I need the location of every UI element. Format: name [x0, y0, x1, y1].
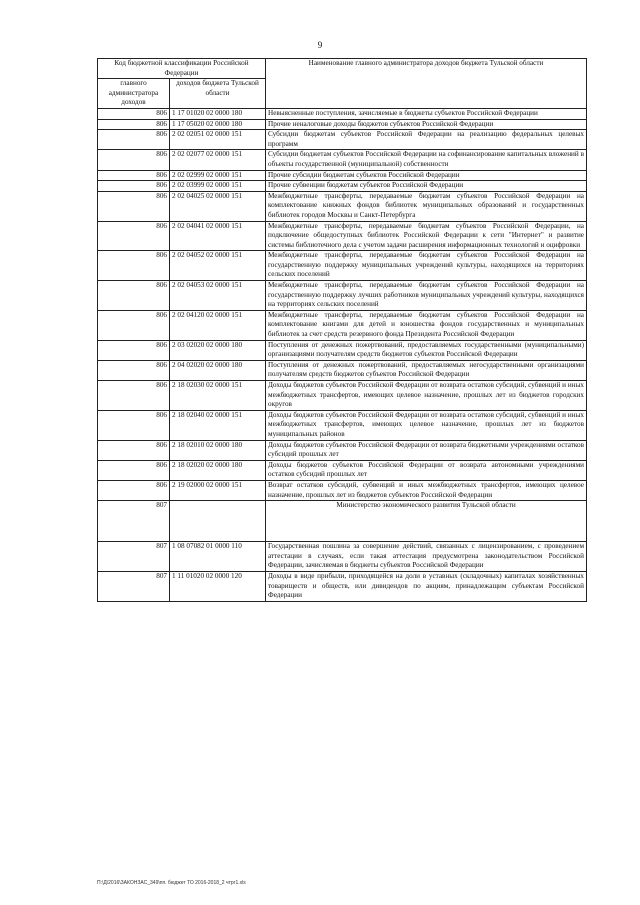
page-number: 9 [317, 40, 323, 50]
revenue-name-cell: Межбюджетные трансферты, передаваемые бюджетам субъектов Российской Федерации, на подключение общедоступных библиотек Российской Федерации к сети "Интернет" и развитие системы библиотечного дела с учетом задачи расширения информационных технологий и оцифровки [266, 221, 587, 251]
revenue-code-cell: 2 19 02000 02 0000 151 [170, 480, 266, 500]
revenue-code-cell: 2 02 04052 02 0000 151 [170, 251, 266, 281]
revenue-name-cell: Доходы бюджетов субъектов Российской Федерации от возврата остатков субсидий, субвенций и иных межбюджетных трансфертов, имеющих целевое назначение, прошлых лет из бюджетов муниципальных районов [266, 410, 587, 440]
revenue-code-cell: 1 11 01020 02 0000 120 [170, 571, 266, 601]
admin-code-cell: 806 [98, 381, 170, 411]
revenue-code-cell: 2 18 02030 02 0000 151 [170, 381, 266, 411]
revenue-name-cell: Государственная пошлина за совершение действий, связанных с лицензированием, с проведением аттестации в случаях, если такая аттестация предусмотрена законодательством Российской Федерации, зачисляемая в бюджеты субъектов Российской Федерации [266, 542, 587, 572]
revenue-name-cell: Межбюджетные трансферты, передаваемые бюджетам субъектов Российской Федерации на комплектование книжных фондов библиотек муниципальных образований и государственных библиотек городов Москвы и Санкт-Петербурга [266, 191, 587, 221]
admin-code-cell: 806 [98, 360, 170, 380]
table-row [98, 191, 587, 221]
revenue-code-cell: 2 02 04053 02 0000 151 [170, 281, 266, 311]
revenue-code-cell: 2 02 02077 02 0000 151 [170, 150, 266, 170]
revenue-name-cell: Субсидии бюджетам субъектов Российской Федерации на реализацию федеральных целевых программ [266, 130, 587, 150]
admin-code-cell: 806 [98, 340, 170, 360]
admin-code-cell: 806 [98, 221, 170, 251]
header-admin-code: главного администратора доходов [98, 79, 170, 109]
table-row [98, 108, 587, 119]
revenue-name-cell: Прочие субсидии бюджетам субъектов Российской Федерации [266, 170, 587, 181]
table-row [98, 360, 587, 380]
table-row [98, 381, 587, 411]
revenue-name-cell: Поступления от денежных пожертвований, предоставляемых государственными (муниципальными) организациями получателям средств бюджетов субъектов Российской Федерации [266, 340, 587, 360]
revenue-code-cell: 2 02 02999 02 0000 151 [170, 170, 266, 181]
header-administrator-name: Наименование главного администратора доходов бюджета Тульской области [266, 59, 587, 109]
revenue-code-cell: 2 02 04025 02 0000 151 [170, 191, 266, 221]
revenue-code-cell: 2 02 02051 02 0000 151 [170, 130, 266, 150]
table-row [98, 410, 587, 440]
admin-code-cell: 806 [98, 410, 170, 440]
revenue-code-cell: 1 17 01020 02 0000 180 [170, 108, 266, 119]
revenue-name-cell: Министерство экономического развития Тульской области [266, 501, 587, 542]
revenue-name-cell: Доходы бюджетов субъектов Российской Федерации от возврата бюджетными учреждениями остатков субсидий прошлых лет [266, 440, 587, 460]
revenue-code-cell: 2 02 04041 02 0000 151 [170, 221, 266, 251]
revenue-name-cell: Возврат остатков субсидий, субвенций и иных межбюджетных трансфертов, имеющих целевое назначение, прошлых лет из бюджетов субъектов Российской Федерации [266, 480, 587, 500]
table-row [98, 542, 587, 572]
revenue-code-cell: 2 18 02010 02 0000 180 [170, 440, 266, 460]
header-classification-code: Код бюджетной классификации Российской Федерации [98, 59, 266, 79]
table-row [98, 221, 587, 251]
revenue-name-cell: Прочие неналоговые доходы бюджетов субъектов Российской Федерации [266, 119, 587, 130]
table-row [98, 150, 587, 170]
table-row [98, 170, 587, 181]
revenue-code-cell: 1 17 05020 02 0000 180 [170, 119, 266, 130]
admin-code-cell: 806 [98, 181, 170, 192]
table-row [98, 130, 587, 150]
admin-code-cell: 806 [98, 150, 170, 170]
revenue-code-cell: 2 18 02020 02 0000 180 [170, 460, 266, 480]
table-header-row [98, 59, 587, 79]
table-row [98, 340, 587, 360]
revenue-code-cell: 1 08 07082 01 0000 110 [170, 542, 266, 572]
revenue-name-cell: Межбюджетные трансферты, передаваемые бюджетам субъектов Российской Федерации на комплектование книгами для детей и юношества фондов государственных и муниципальных библиотек за счет средств резервного фонда Президента Российской Федерации [266, 310, 587, 340]
revenue-code-cell: 2 18 02040 02 0000 151 [170, 410, 266, 440]
table-row [98, 251, 587, 281]
admin-code-cell: 806 [98, 191, 170, 221]
admin-code-cell: 807 [98, 571, 170, 601]
revenue-code-cell: 2 02 03999 02 0000 151 [170, 181, 266, 192]
admin-code-cell: 806 [98, 130, 170, 150]
table-row [98, 460, 587, 480]
revenue-classification-table [97, 58, 587, 602]
revenue-name-cell: Субсидии бюджетам субъектов Российской Федерации на софинансирование капитальных вложений в объекты государственной (муниципальной) собственности [266, 150, 587, 170]
admin-code-cell: 806 [98, 119, 170, 130]
admin-code-cell: 806 [98, 108, 170, 119]
revenue-code-cell: 2 04 02020 02 0000 180 [170, 360, 266, 380]
admin-code-cell: 806 [98, 281, 170, 311]
revenue-code-cell [170, 501, 266, 542]
revenue-code-cell: 2 03 02020 02 0000 180 [170, 340, 266, 360]
revenue-name-cell: Прочие субвенции бюджетам субъектов Российской Федерации [266, 181, 587, 192]
table-row [98, 310, 587, 340]
admin-code-cell: 807 [98, 542, 170, 572]
revenue-name-cell: Поступления от денежных пожертвований, предоставляемых негосударственными организациями получателям средств бюджетов субъектов Российской Федерации [266, 360, 587, 380]
admin-code-cell: 806 [98, 440, 170, 460]
header-revenue-code: доходов бюджета Тульской области [170, 79, 266, 109]
table-row [98, 440, 587, 460]
revenue-name-cell: Невыясненные поступления, зачисляемые в бюджеты субъектов Российской Федерации [266, 108, 587, 119]
admin-code-cell: 806 [98, 480, 170, 500]
admin-code-cell: 806 [98, 251, 170, 281]
table-row [98, 181, 587, 192]
revenue-name-cell: Межбюджетные трансферты, передаваемые бюджетам субъектов Российской Федерации на государственную поддержку лучших работников муниципальных учреждений культуры, находящихся на территориях сельских поселений [266, 281, 587, 311]
revenue-name-cell: Доходы бюджетов субъектов Российской Федерации от возврата автономными учреждениями остатков субсидий прошлых лет [266, 460, 587, 480]
admin-code-cell: 806 [98, 170, 170, 181]
revenue-name-cell: Доходы в виде прибыли, приходящейся на доли в уставных (складочных) капиталах хозяйственных товариществ и обществ, или дивидендов по акциям, принадлежащим субъектам Российской Федерации [266, 571, 587, 601]
table-row [98, 571, 587, 601]
admin-code-cell: 807 [98, 501, 170, 542]
table-row [98, 480, 587, 500]
table-row [98, 119, 587, 130]
admin-code-cell: 806 [98, 460, 170, 480]
revenue-code-cell: 2 02 04120 02 0000 151 [170, 310, 266, 340]
revenue-name-cell: Межбюджетные трансферты, передаваемые бюджетам субъектов Российской Федерации на государственную поддержку муниципальных учреждений культуры, находящихся на территориях сельских поселений [266, 251, 587, 281]
file-path-footer: П:\Д\2016\ЗАКОНЗАС_349\пп. бюджет ТО 2016-2018_2 чтрг1.xls [97, 880, 246, 886]
revenue-name-cell: Доходы бюджетов субъектов Российской Федерации от возврата остатков субсидий, субвенций и иных межбюджетных трансфертов, имеющих целевое назначение, прошлых лет из бюджетов городских округов [266, 381, 587, 411]
table-row [98, 281, 587, 311]
admin-code-cell: 806 [98, 310, 170, 340]
table-row [98, 501, 587, 542]
